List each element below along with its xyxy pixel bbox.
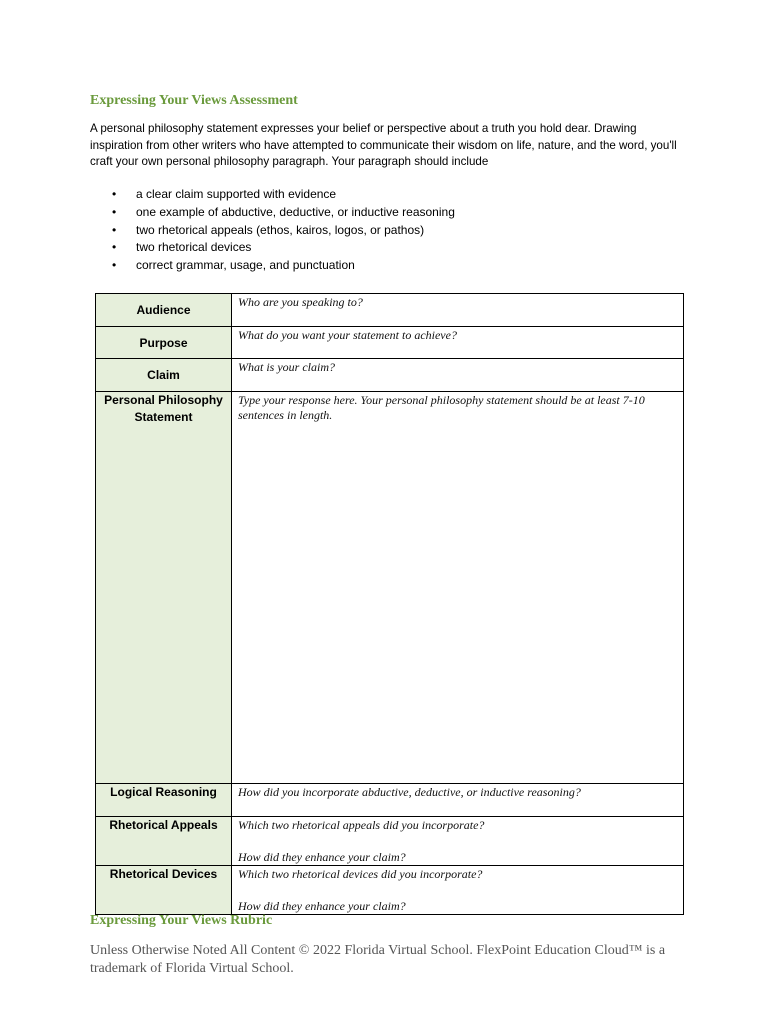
table-row <box>96 392 684 784</box>
audience-field[interactable]: Who are you speaking to? <box>232 294 684 327</box>
purpose-field[interactable]: What do you want your statement to achieve? <box>232 327 684 359</box>
rhetorical-devices-field[interactable]: Which two rhetorical devices did you incorporate? How did they enhance your claim? <box>232 866 684 915</box>
table-row <box>96 327 684 359</box>
logical-reasoning-field[interactable]: How did you incorporate abductive, deductive, or inductive reasoning? <box>232 784 684 817</box>
rhetorical-appeals-field[interactable]: Which two rhetorical appeals did you incorporate? How did they enhance your claim? <box>232 817 684 866</box>
list-item: • two rhetorical appeals (ethos, kairos, logos, or pathos) <box>90 222 455 240</box>
requirements-list <box>90 186 455 275</box>
statement-label: Personal Philosophy Statement <box>96 392 232 784</box>
table-row <box>96 294 684 327</box>
claim-field[interactable]: What is your claim? <box>232 359 684 392</box>
rhetorical-appeals-label: Rhetorical Appeals <box>96 817 232 866</box>
purpose-label: Purpose <box>96 327 232 359</box>
list-item: • a clear claim supported with evidence <box>90 186 455 204</box>
intro-paragraph: A personal philosophy statement expresses your belief or perspective about a truth you hold dear. Drawing inspiration from other writers who have attempted to communicate their wisdom on life, nature, and the word, you'll craft your own personal philosophy paragraph. Your paragraph should include <box>90 122 677 168</box>
rubric-title: Expressing Your Views Rubric <box>90 913 273 928</box>
list-item: • correct grammar, usage, and punctuation <box>90 257 455 275</box>
audience-label: Audience <box>96 294 232 327</box>
claim-label: Claim <box>96 359 232 392</box>
rhetorical-devices-label: Rhetorical Devices <box>96 866 232 915</box>
table-row <box>96 817 684 866</box>
table-row <box>96 866 684 915</box>
logical-reasoning-label: Logical Reasoning <box>96 784 232 817</box>
list-item: • one example of abductive, deductive, or inductive reasoning <box>90 204 455 222</box>
table-row <box>96 359 684 392</box>
copyright-footer: Unless Otherwise Noted All Content © 2022 Florida Virtual School. FlexPoint Education Cloud™ is a trademark of Florida Virtual School. <box>90 943 666 976</box>
assessment-table <box>95 293 684 915</box>
table-row <box>96 784 684 817</box>
statement-field[interactable]: Type your response here. Your personal philosophy statement should be at least 7-10 sentences in length. <box>232 392 684 784</box>
list-item: • two rhetorical devices <box>90 239 455 257</box>
page-title: Expressing Your Views Assessment <box>90 93 298 108</box>
